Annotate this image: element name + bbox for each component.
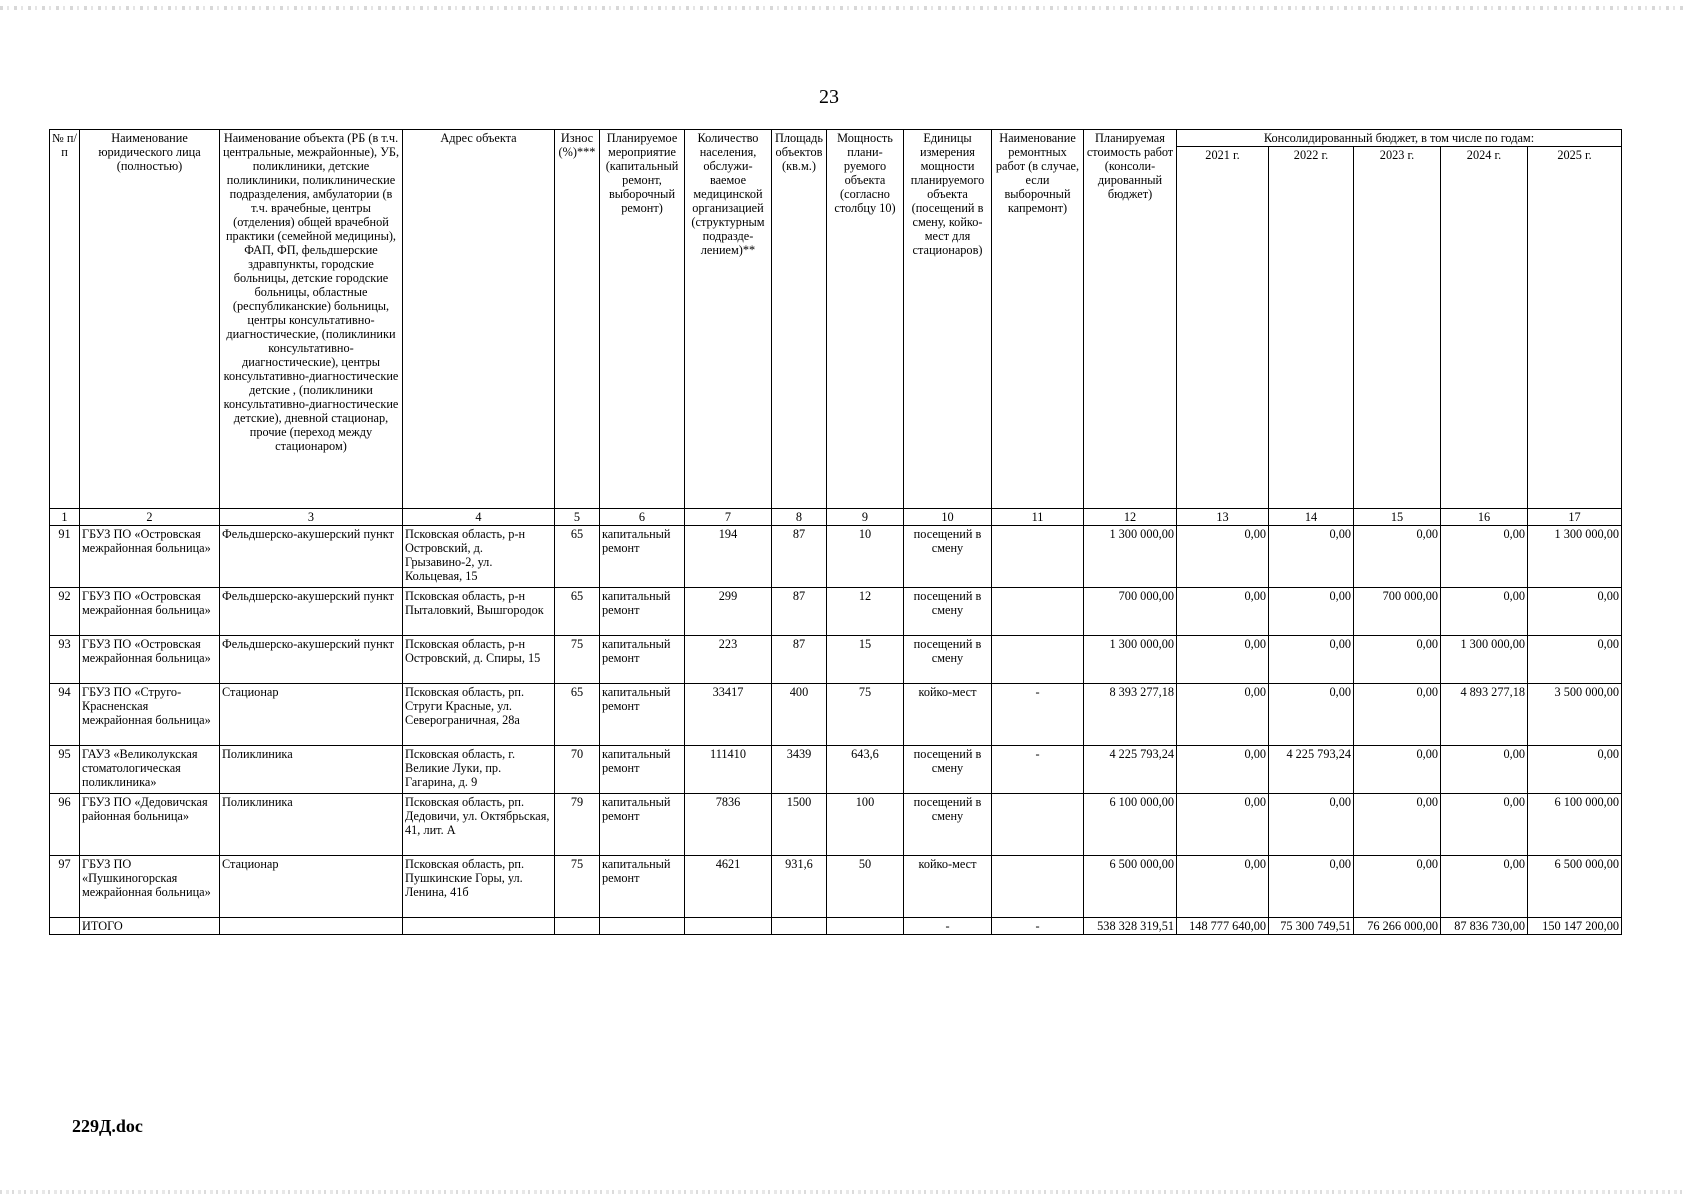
budget-2021: 0,00 bbox=[1177, 794, 1269, 856]
col-header-num: № п/п bbox=[50, 130, 80, 509]
planned-measure: капитальный ремонт bbox=[600, 746, 685, 794]
table-row bbox=[50, 746, 1622, 794]
wear-percent: 70 bbox=[555, 746, 600, 794]
planned-cost: 8 393 277,18 bbox=[1084, 684, 1177, 746]
table-row bbox=[50, 794, 1622, 856]
column-number: 17 bbox=[1528, 509, 1622, 526]
column-number: 6 bbox=[600, 509, 685, 526]
object-name: Поликлиника bbox=[220, 794, 403, 856]
budget-2025: 6 100 000,00 bbox=[1528, 794, 1622, 856]
org-name: ГБУЗ ПО «Струго-Красненская межрайонная больница» bbox=[80, 684, 220, 746]
budget-2021: 0,00 bbox=[1177, 636, 1269, 684]
works-name: - bbox=[992, 746, 1084, 794]
budget-2024: 0,00 bbox=[1441, 588, 1528, 636]
budget-2024: 0,00 bbox=[1441, 526, 1528, 588]
planned-cost: 1 300 000,00 bbox=[1084, 636, 1177, 684]
total-unit: - bbox=[904, 918, 992, 935]
row-number: 96 bbox=[50, 794, 80, 856]
capacity: 15 bbox=[827, 636, 904, 684]
capacity-unit: посещений в смену bbox=[904, 588, 992, 636]
budget-2023: 0,00 bbox=[1354, 526, 1441, 588]
total-row bbox=[50, 918, 1622, 935]
budget-2023: 0,00 bbox=[1354, 746, 1441, 794]
works-name bbox=[992, 794, 1084, 856]
col-header-year: 2024 г. bbox=[1441, 147, 1528, 509]
budget-2025: 1 300 000,00 bbox=[1528, 526, 1622, 588]
planned-measure: капитальный ремонт bbox=[600, 684, 685, 746]
row-number: 95 bbox=[50, 746, 80, 794]
column-number: 4 bbox=[403, 509, 555, 526]
column-number: 15 bbox=[1354, 509, 1441, 526]
column-number: 5 bbox=[555, 509, 600, 526]
area: 931,6 bbox=[772, 856, 827, 918]
col-header-budget: Консолидированный бюджет, в том числе по годам: bbox=[1177, 130, 1622, 147]
footer-filename: 229Д.doc bbox=[72, 1116, 143, 1136]
col-header-year: 2022 г. bbox=[1269, 147, 1354, 509]
column-number-row bbox=[50, 509, 1622, 526]
works-name bbox=[992, 588, 1084, 636]
column-number: 2 bbox=[80, 509, 220, 526]
budget-2022: 4 225 793,24 bbox=[1269, 746, 1354, 794]
scan-artifact-top bbox=[0, 6, 1686, 10]
capacity-unit: койко-мест bbox=[904, 856, 992, 918]
budget-2023: 0,00 bbox=[1354, 794, 1441, 856]
population: 299 bbox=[685, 588, 772, 636]
col-header-population: Количество населения, обслужи-ваемое медицинской организацией (структурным подразде-лением)** bbox=[685, 130, 772, 509]
capacity-unit: посещений в смену bbox=[904, 636, 992, 684]
population: 111410 bbox=[685, 746, 772, 794]
budget-2023: 0,00 bbox=[1354, 684, 1441, 746]
object-name: Стационар bbox=[220, 856, 403, 918]
budget-2022: 0,00 bbox=[1269, 794, 1354, 856]
wear-percent: 65 bbox=[555, 684, 600, 746]
planned-cost: 6 100 000,00 bbox=[1084, 794, 1177, 856]
object-name: Фельдшерско-акушерский пункт bbox=[220, 588, 403, 636]
object-address: Псковская область, р-н Пыталовкий, Вышгородок bbox=[403, 588, 555, 636]
object-address: Псковская область, рп. Струги Красные, ул. Северограничная, 28а bbox=[403, 684, 555, 746]
object-name: Фельдшерско-акушерский пункт bbox=[220, 636, 403, 684]
row-number: 93 bbox=[50, 636, 80, 684]
area: 400 bbox=[772, 684, 827, 746]
wear-percent: 79 bbox=[555, 794, 600, 856]
org-name: ГБУЗ ПО «Пушкиногорская межрайонная больница» bbox=[80, 856, 220, 918]
budget-2023: 0,00 bbox=[1354, 636, 1441, 684]
col-header-capacity: Мощность плани-руемого объекта (согласно столбцу 10) bbox=[827, 130, 904, 509]
page-number: 23 bbox=[819, 86, 839, 108]
planned-measure: капитальный ремонт bbox=[600, 794, 685, 856]
budget-2022: 0,00 bbox=[1269, 684, 1354, 746]
column-number: 7 bbox=[685, 509, 772, 526]
budget-2021: 0,00 bbox=[1177, 856, 1269, 918]
capacity: 75 bbox=[827, 684, 904, 746]
budget-2024: 1 300 000,00 bbox=[1441, 636, 1528, 684]
header-row-1 bbox=[50, 130, 1622, 147]
budget-2023: 700 000,00 bbox=[1354, 588, 1441, 636]
org-name: ГАУЗ «Великолукская стоматологическая поликлиника» bbox=[80, 746, 220, 794]
column-number: 13 bbox=[1177, 509, 1269, 526]
budget-2022: 0,00 bbox=[1269, 856, 1354, 918]
scan-artifact-bottom bbox=[0, 1190, 1686, 1194]
area: 87 bbox=[772, 636, 827, 684]
col-header-object: Наименование объекта (РБ (в т.ч. центральные, межрайонные), УБ, поликлиники, детские поликлиники, поликлинические подразделения, амбулатории (в т.ч. врачебные, центры (отделения) общей врачебной практики (семейной медицины), ФАП, ФП, фельдшерские здравпункты, городские больницы, детские городские больницы, областные (республиканские) больницы, центры консультативно-диагностические, (поликлиники консультативно-диагностические), центры консультативно-диагностические детские , (поликлиники консультативно-диагностические детские), дневной стационар, прочие (переход между стационаром) bbox=[220, 130, 403, 509]
column-number: 11 bbox=[992, 509, 1084, 526]
area: 87 bbox=[772, 588, 827, 636]
capacity-unit: посещений в смену bbox=[904, 746, 992, 794]
population: 223 bbox=[685, 636, 772, 684]
row-number: 91 bbox=[50, 526, 80, 588]
works-name bbox=[992, 526, 1084, 588]
column-number: 8 bbox=[772, 509, 827, 526]
object-address: Псковская область, рп. Дедовичи, ул. Октябрьская, 41, лит. А bbox=[403, 794, 555, 856]
budget-2022: 0,00 bbox=[1269, 526, 1354, 588]
budget-2022: 0,00 bbox=[1269, 636, 1354, 684]
org-name: ГБУЗ ПО «Островская межрайонная больница» bbox=[80, 526, 220, 588]
wear-percent: 65 bbox=[555, 588, 600, 636]
col-header-year: 2023 г. bbox=[1354, 147, 1441, 509]
col-header-year: 2025 г. bbox=[1528, 147, 1622, 509]
column-number: 9 bbox=[827, 509, 904, 526]
planned-cost: 4 225 793,24 bbox=[1084, 746, 1177, 794]
budget-2021: 0,00 bbox=[1177, 526, 1269, 588]
area: 3439 bbox=[772, 746, 827, 794]
planned-cost: 700 000,00 bbox=[1084, 588, 1177, 636]
planned-cost: 1 300 000,00 bbox=[1084, 526, 1177, 588]
row-number: 94 bbox=[50, 684, 80, 746]
works-name: - bbox=[992, 684, 1084, 746]
org-name: ГБУЗ ПО «Островская межрайонная больница» bbox=[80, 636, 220, 684]
budget-2024: 0,00 bbox=[1441, 856, 1528, 918]
planned-measure: капитальный ремонт bbox=[600, 636, 685, 684]
col-header-unit: Единицы измерения мощности планируемого объекта (посещений в смену, койко-мест для стационаров) bbox=[904, 130, 992, 509]
budget-2024: 4 893 277,18 bbox=[1441, 684, 1528, 746]
budget-2023: 0,00 bbox=[1354, 856, 1441, 918]
column-number: 14 bbox=[1269, 509, 1354, 526]
object-address: Псковская область, р-н Островский, д. Спиры, 15 bbox=[403, 636, 555, 684]
budget-2025: 0,00 bbox=[1528, 746, 1622, 794]
area: 1500 bbox=[772, 794, 827, 856]
budget-2021: 0,00 bbox=[1177, 684, 1269, 746]
works-name bbox=[992, 636, 1084, 684]
org-name: ГБУЗ ПО «Островская межрайонная больница» bbox=[80, 588, 220, 636]
wear-percent: 65 bbox=[555, 526, 600, 588]
capacity: 643,6 bbox=[827, 746, 904, 794]
budget-table bbox=[49, 129, 1622, 935]
capacity: 50 bbox=[827, 856, 904, 918]
table-row bbox=[50, 588, 1622, 636]
total-2021: 148 777 640,00 bbox=[1177, 918, 1269, 935]
works-name bbox=[992, 856, 1084, 918]
table-row bbox=[50, 526, 1622, 588]
budget-2025: 3 500 000,00 bbox=[1528, 684, 1622, 746]
column-number: 16 bbox=[1441, 509, 1528, 526]
col-header-year: 2021 г. bbox=[1177, 147, 1269, 509]
col-header-measure: Планируемое мероприятие (капитальный ремонт, выборочный ремонт) bbox=[600, 130, 685, 509]
total-label: ИТОГО bbox=[80, 918, 220, 935]
budget-2025: 0,00 bbox=[1528, 636, 1622, 684]
col-header-cost: Планируемая стоимость работ (консоли-дированный бюджет) bbox=[1084, 130, 1177, 509]
population: 4621 bbox=[685, 856, 772, 918]
population: 33417 bbox=[685, 684, 772, 746]
total-2022: 75 300 749,51 bbox=[1269, 918, 1354, 935]
column-number: 1 bbox=[50, 509, 80, 526]
total-works: - bbox=[992, 918, 1084, 935]
org-name: ГБУЗ ПО «Дедовичская районная больница» bbox=[80, 794, 220, 856]
planned-cost: 6 500 000,00 bbox=[1084, 856, 1177, 918]
total-2025: 150 147 200,00 bbox=[1528, 918, 1622, 935]
planned-measure: капитальный ремонт bbox=[600, 856, 685, 918]
col-header-area: Площадь объектов (кв.м.) bbox=[772, 130, 827, 509]
wear-percent: 75 bbox=[555, 636, 600, 684]
object-address: Псковская область, рп. Пушкинские Горы, ул. Ленина, 41б bbox=[403, 856, 555, 918]
capacity-unit: посещений в смену bbox=[904, 794, 992, 856]
budget-2021: 0,00 bbox=[1177, 746, 1269, 794]
object-address: Псковская область, г. Великие Луки, пр. Гагарина, д. 9 bbox=[403, 746, 555, 794]
table-row bbox=[50, 636, 1622, 684]
total-cost: 538 328 319,51 bbox=[1084, 918, 1177, 935]
budget-2024: 0,00 bbox=[1441, 794, 1528, 856]
population: 7836 bbox=[685, 794, 772, 856]
population: 194 bbox=[685, 526, 772, 588]
col-header-address: Адрес объекта bbox=[403, 130, 555, 509]
object-name: Стационар bbox=[220, 684, 403, 746]
total-2024: 87 836 730,00 bbox=[1441, 918, 1528, 935]
capacity: 12 bbox=[827, 588, 904, 636]
column-number: 10 bbox=[904, 509, 992, 526]
planned-measure: капитальный ремонт bbox=[600, 526, 685, 588]
object-name: Поликлиника bbox=[220, 746, 403, 794]
wear-percent: 75 bbox=[555, 856, 600, 918]
budget-2025: 6 500 000,00 bbox=[1528, 856, 1622, 918]
column-number: 3 bbox=[220, 509, 403, 526]
table-row bbox=[50, 856, 1622, 918]
col-header-wear: Износ (%)*** bbox=[555, 130, 600, 509]
column-number: 12 bbox=[1084, 509, 1177, 526]
capacity-unit: койко-мест bbox=[904, 684, 992, 746]
capacity-unit: посещений в смену bbox=[904, 526, 992, 588]
area: 87 bbox=[772, 526, 827, 588]
budget-2025: 0,00 bbox=[1528, 588, 1622, 636]
row-number: 92 bbox=[50, 588, 80, 636]
col-header-org: Наименование юридического лица (полностью) bbox=[80, 130, 220, 509]
table-row bbox=[50, 684, 1622, 746]
object-name: Фельдшерско-акушерский пункт bbox=[220, 526, 403, 588]
budget-2021: 0,00 bbox=[1177, 588, 1269, 636]
budget-2022: 0,00 bbox=[1269, 588, 1354, 636]
object-address: Псковская область, р-н Островский, д. Грызавино-2, ул. Кольцевая, 15 bbox=[403, 526, 555, 588]
capacity: 10 bbox=[827, 526, 904, 588]
total-2023: 76 266 000,00 bbox=[1354, 918, 1441, 935]
planned-measure: капитальный ремонт bbox=[600, 588, 685, 636]
row-number: 97 bbox=[50, 856, 80, 918]
data-rows bbox=[50, 526, 1622, 918]
capacity: 100 bbox=[827, 794, 904, 856]
budget-2024: 0,00 bbox=[1441, 746, 1528, 794]
col-header-works: Наименование ремонтных работ (в случае, если выборочный капремонт) bbox=[992, 130, 1084, 509]
